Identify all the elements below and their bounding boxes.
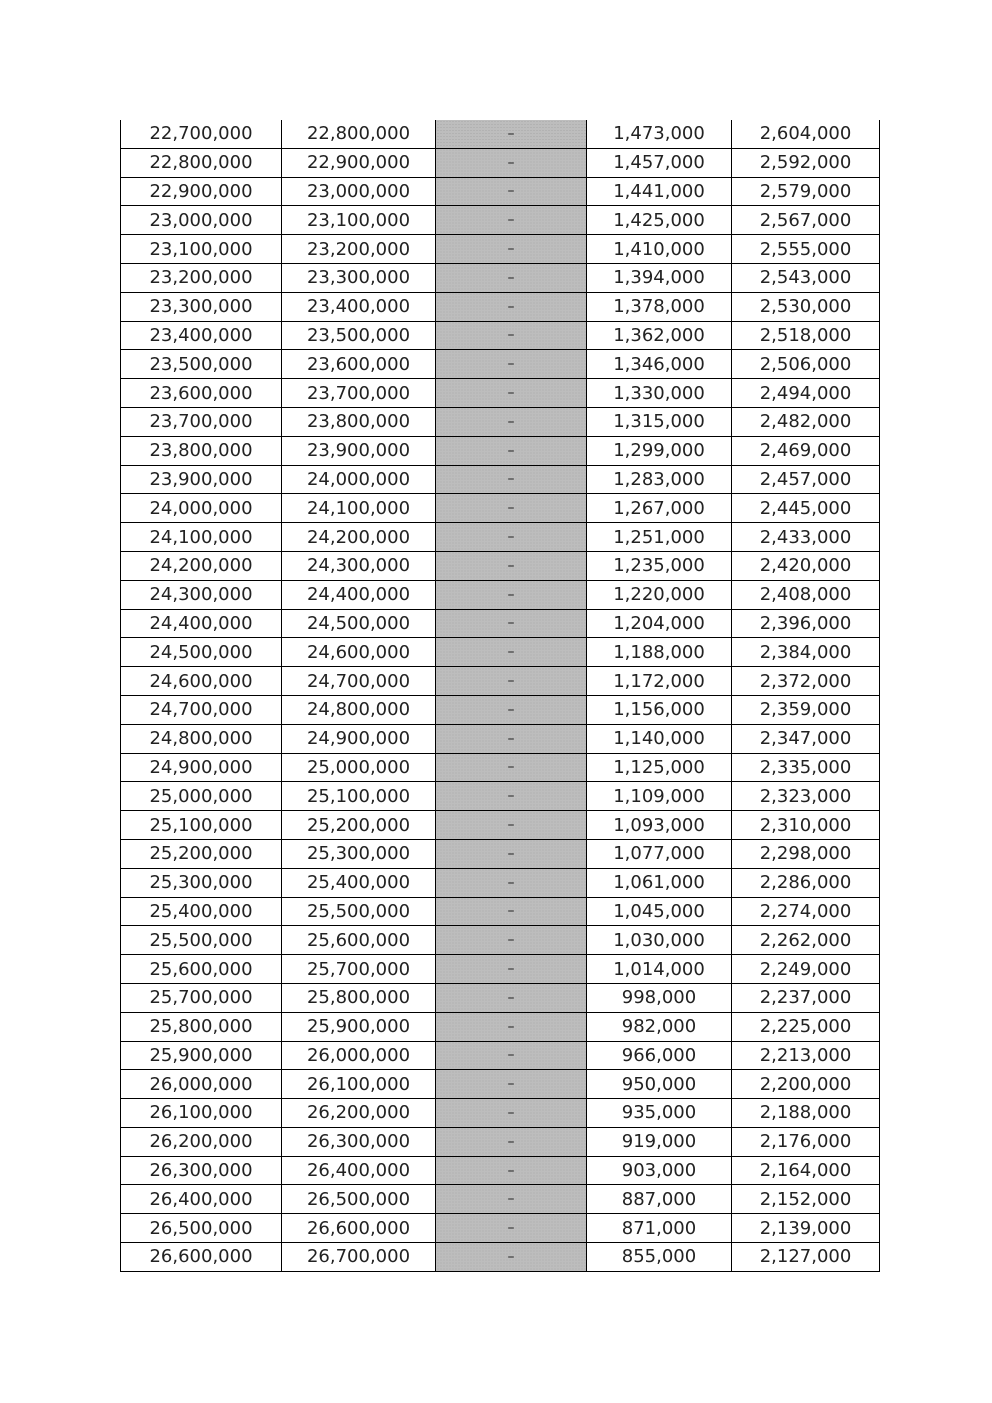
income-to-cell: 23,100,000	[282, 206, 436, 235]
shaded-dash-cell: –	[436, 292, 587, 321]
table-row	[121, 955, 880, 984]
data-table	[120, 120, 880, 1272]
income-from-cell: 22,800,000	[121, 148, 282, 177]
shaded-dash-cell: –	[436, 235, 587, 264]
amount-b-cell: 2,335,000	[732, 753, 880, 782]
table-row	[121, 1214, 880, 1243]
table-row	[121, 436, 880, 465]
amount-a-cell: 1,045,000	[587, 897, 732, 926]
amount-a-cell: 1,188,000	[587, 638, 732, 667]
shaded-dash-cell: –	[436, 1243, 587, 1272]
income-from-cell: 23,600,000	[121, 379, 282, 408]
shaded-dash-cell: –	[436, 667, 587, 696]
amount-a-cell: 1,283,000	[587, 465, 732, 494]
amount-a-cell: 998,000	[587, 983, 732, 1012]
income-to-cell: 24,400,000	[282, 580, 436, 609]
amount-b-cell: 2,372,000	[732, 667, 880, 696]
amount-a-cell: 1,410,000	[587, 235, 732, 264]
income-from-cell: 25,100,000	[121, 811, 282, 840]
amount-a-cell: 1,220,000	[587, 580, 732, 609]
shaded-dash-cell: –	[436, 1070, 587, 1099]
amount-b-cell: 2,579,000	[732, 177, 880, 206]
income-to-cell: 24,500,000	[282, 609, 436, 638]
amount-a-cell: 871,000	[587, 1214, 732, 1243]
shaded-dash-cell: –	[436, 638, 587, 667]
amount-a-cell: 1,267,000	[587, 494, 732, 523]
shaded-dash-cell: –	[436, 782, 587, 811]
amount-a-cell: 1,473,000	[587, 120, 732, 148]
income-to-cell: 23,900,000	[282, 436, 436, 465]
income-to-cell: 24,600,000	[282, 638, 436, 667]
amount-b-cell: 2,164,000	[732, 1156, 880, 1185]
table-row	[121, 321, 880, 350]
shaded-dash-cell: –	[436, 379, 587, 408]
income-to-cell: 25,100,000	[282, 782, 436, 811]
shaded-dash-cell: –	[436, 926, 587, 955]
amount-b-cell: 2,359,000	[732, 695, 880, 724]
shaded-dash-cell: –	[436, 955, 587, 984]
amount-a-cell: 1,077,000	[587, 839, 732, 868]
income-to-cell: 24,000,000	[282, 465, 436, 494]
shaded-dash-cell: –	[436, 436, 587, 465]
amount-b-cell: 2,433,000	[732, 523, 880, 552]
shaded-dash-cell: –	[436, 724, 587, 753]
table-row	[121, 1127, 880, 1156]
table-row	[121, 782, 880, 811]
amount-a-cell: 1,125,000	[587, 753, 732, 782]
income-from-cell: 26,400,000	[121, 1185, 282, 1214]
income-to-cell: 22,900,000	[282, 148, 436, 177]
income-to-cell: 26,100,000	[282, 1070, 436, 1099]
income-to-cell: 25,200,000	[282, 811, 436, 840]
income-from-cell: 23,400,000	[121, 321, 282, 350]
amount-b-cell: 2,237,000	[732, 983, 880, 1012]
table-row	[121, 148, 880, 177]
income-to-cell: 24,300,000	[282, 551, 436, 580]
amount-b-cell: 2,469,000	[732, 436, 880, 465]
income-to-cell: 25,600,000	[282, 926, 436, 955]
table-row	[121, 1099, 880, 1128]
income-from-cell: 24,300,000	[121, 580, 282, 609]
amount-b-cell: 2,506,000	[732, 350, 880, 379]
amount-b-cell: 2,347,000	[732, 724, 880, 753]
table-row	[121, 638, 880, 667]
amount-a-cell: 982,000	[587, 1012, 732, 1041]
table-row	[121, 811, 880, 840]
income-to-cell: 23,000,000	[282, 177, 436, 206]
income-to-cell: 24,800,000	[282, 695, 436, 724]
income-from-cell: 24,000,000	[121, 494, 282, 523]
amount-b-cell: 2,323,000	[732, 782, 880, 811]
shaded-dash-cell: –	[436, 1099, 587, 1128]
income-from-cell: 24,700,000	[121, 695, 282, 724]
income-from-cell: 24,400,000	[121, 609, 282, 638]
amount-a-cell: 1,251,000	[587, 523, 732, 552]
income-from-cell: 25,200,000	[121, 839, 282, 868]
table-row	[121, 868, 880, 897]
table-row	[121, 120, 880, 148]
table-row	[121, 494, 880, 523]
shaded-dash-cell: –	[436, 407, 587, 436]
shaded-dash-cell: –	[436, 523, 587, 552]
shaded-dash-cell: –	[436, 1041, 587, 1070]
shaded-dash-cell: –	[436, 551, 587, 580]
income-to-cell: 23,200,000	[282, 235, 436, 264]
amount-b-cell: 2,213,000	[732, 1041, 880, 1070]
amount-a-cell: 1,299,000	[587, 436, 732, 465]
income-from-cell: 25,400,000	[121, 897, 282, 926]
table-row	[121, 465, 880, 494]
income-from-cell: 25,600,000	[121, 955, 282, 984]
income-to-cell: 26,500,000	[282, 1185, 436, 1214]
income-from-cell: 25,500,000	[121, 926, 282, 955]
table-row	[121, 177, 880, 206]
income-to-cell: 23,300,000	[282, 263, 436, 292]
amount-a-cell: 1,172,000	[587, 667, 732, 696]
income-to-cell: 25,300,000	[282, 839, 436, 868]
amount-b-cell: 2,530,000	[732, 292, 880, 321]
table-row	[121, 551, 880, 580]
table-row	[121, 235, 880, 264]
table-row	[121, 897, 880, 926]
amount-b-cell: 2,543,000	[732, 263, 880, 292]
income-to-cell: 22,800,000	[282, 120, 436, 148]
amount-b-cell: 2,188,000	[732, 1099, 880, 1128]
shaded-dash-cell: –	[436, 120, 587, 148]
amount-b-cell: 2,152,000	[732, 1185, 880, 1214]
income-from-cell: 26,100,000	[121, 1099, 282, 1128]
income-from-cell: 25,800,000	[121, 1012, 282, 1041]
table-row	[121, 1156, 880, 1185]
income-to-cell: 26,700,000	[282, 1243, 436, 1272]
income-from-cell: 26,200,000	[121, 1127, 282, 1156]
income-from-cell: 26,300,000	[121, 1156, 282, 1185]
amount-a-cell: 1,457,000	[587, 148, 732, 177]
table-row	[121, 580, 880, 609]
shaded-dash-cell: –	[436, 494, 587, 523]
shaded-dash-cell: –	[436, 206, 587, 235]
amount-b-cell: 2,555,000	[732, 235, 880, 264]
amount-a-cell: 1,235,000	[587, 551, 732, 580]
shaded-dash-cell: –	[436, 1214, 587, 1243]
income-to-cell: 26,400,000	[282, 1156, 436, 1185]
income-to-cell: 24,900,000	[282, 724, 436, 753]
amount-a-cell: 919,000	[587, 1127, 732, 1156]
income-to-cell: 26,600,000	[282, 1214, 436, 1243]
shaded-dash-cell: –	[436, 350, 587, 379]
shaded-dash-cell: –	[436, 839, 587, 868]
table-row	[121, 350, 880, 379]
amount-b-cell: 2,518,000	[732, 321, 880, 350]
table-row	[121, 609, 880, 638]
amount-a-cell: 966,000	[587, 1041, 732, 1070]
income-from-cell: 25,900,000	[121, 1041, 282, 1070]
amount-b-cell: 2,384,000	[732, 638, 880, 667]
income-from-cell: 23,900,000	[121, 465, 282, 494]
income-to-cell: 23,800,000	[282, 407, 436, 436]
amount-a-cell: 1,346,000	[587, 350, 732, 379]
table-row	[121, 1243, 880, 1272]
amount-a-cell: 903,000	[587, 1156, 732, 1185]
shaded-dash-cell: –	[436, 695, 587, 724]
amount-b-cell: 2,408,000	[732, 580, 880, 609]
amount-b-cell: 2,262,000	[732, 926, 880, 955]
income-from-cell: 24,100,000	[121, 523, 282, 552]
income-from-cell: 26,500,000	[121, 1214, 282, 1243]
shaded-dash-cell: –	[436, 263, 587, 292]
shaded-dash-cell: –	[436, 868, 587, 897]
amount-b-cell: 2,176,000	[732, 1127, 880, 1156]
table-row	[121, 263, 880, 292]
income-to-cell: 25,400,000	[282, 868, 436, 897]
income-from-cell: 25,000,000	[121, 782, 282, 811]
amount-b-cell: 2,396,000	[732, 609, 880, 638]
shaded-dash-cell: –	[436, 177, 587, 206]
income-from-cell: 22,700,000	[121, 120, 282, 148]
table-row	[121, 695, 880, 724]
income-from-cell: 23,200,000	[121, 263, 282, 292]
income-from-cell: 23,100,000	[121, 235, 282, 264]
table-row	[121, 839, 880, 868]
shaded-dash-cell: –	[436, 811, 587, 840]
amount-b-cell: 2,274,000	[732, 897, 880, 926]
amount-a-cell: 1,140,000	[587, 724, 732, 753]
table-body	[121, 120, 880, 1271]
shaded-dash-cell: –	[436, 1127, 587, 1156]
table-row	[121, 926, 880, 955]
amount-a-cell: 1,061,000	[587, 868, 732, 897]
table-row	[121, 206, 880, 235]
income-from-cell: 24,200,000	[121, 551, 282, 580]
amount-b-cell: 2,445,000	[732, 494, 880, 523]
amount-b-cell: 2,249,000	[732, 955, 880, 984]
amount-b-cell: 2,592,000	[732, 148, 880, 177]
shaded-dash-cell: –	[436, 983, 587, 1012]
shaded-dash-cell: –	[436, 1156, 587, 1185]
income-from-cell: 24,900,000	[121, 753, 282, 782]
amount-b-cell: 2,494,000	[732, 379, 880, 408]
amount-b-cell: 2,286,000	[732, 868, 880, 897]
amount-a-cell: 1,109,000	[587, 782, 732, 811]
income-from-cell: 25,700,000	[121, 983, 282, 1012]
amount-a-cell: 887,000	[587, 1185, 732, 1214]
shaded-dash-cell: –	[436, 897, 587, 926]
table-row	[121, 1070, 880, 1099]
amount-a-cell: 1,156,000	[587, 695, 732, 724]
amount-a-cell: 1,362,000	[587, 321, 732, 350]
table-row	[121, 724, 880, 753]
income-from-cell: 23,300,000	[121, 292, 282, 321]
table-row	[121, 379, 880, 408]
shaded-dash-cell: –	[436, 465, 587, 494]
amount-a-cell: 1,425,000	[587, 206, 732, 235]
shaded-dash-cell: –	[436, 580, 587, 609]
amount-a-cell: 1,093,000	[587, 811, 732, 840]
amount-b-cell: 2,225,000	[732, 1012, 880, 1041]
income-to-cell: 24,200,000	[282, 523, 436, 552]
table-row	[121, 1041, 880, 1070]
income-to-cell: 23,400,000	[282, 292, 436, 321]
income-to-cell: 26,000,000	[282, 1041, 436, 1070]
income-from-cell: 23,800,000	[121, 436, 282, 465]
income-from-cell: 23,000,000	[121, 206, 282, 235]
amount-b-cell: 2,310,000	[732, 811, 880, 840]
amount-a-cell: 950,000	[587, 1070, 732, 1099]
income-to-cell: 23,500,000	[282, 321, 436, 350]
income-from-cell: 23,500,000	[121, 350, 282, 379]
income-to-cell: 24,100,000	[282, 494, 436, 523]
amount-a-cell: 935,000	[587, 1099, 732, 1128]
amount-a-cell: 855,000	[587, 1243, 732, 1272]
amount-b-cell: 2,482,000	[732, 407, 880, 436]
amount-b-cell: 2,420,000	[732, 551, 880, 580]
table-row	[121, 407, 880, 436]
amount-b-cell: 2,127,000	[732, 1243, 880, 1272]
table-row	[121, 667, 880, 696]
shaded-dash-cell: –	[436, 1012, 587, 1041]
income-to-cell: 25,000,000	[282, 753, 436, 782]
income-to-cell: 24,700,000	[282, 667, 436, 696]
amount-b-cell: 2,298,000	[732, 839, 880, 868]
table-row	[121, 523, 880, 552]
amount-b-cell: 2,457,000	[732, 465, 880, 494]
income-from-cell: 23,700,000	[121, 407, 282, 436]
income-from-cell: 26,000,000	[121, 1070, 282, 1099]
income-from-cell: 24,500,000	[121, 638, 282, 667]
income-to-cell: 25,800,000	[282, 983, 436, 1012]
amount-a-cell: 1,441,000	[587, 177, 732, 206]
income-from-cell: 24,800,000	[121, 724, 282, 753]
shaded-dash-cell: –	[436, 321, 587, 350]
income-to-cell: 26,200,000	[282, 1099, 436, 1128]
shaded-dash-cell: –	[436, 753, 587, 782]
table-row	[121, 1185, 880, 1214]
income-to-cell: 25,500,000	[282, 897, 436, 926]
income-to-cell: 25,900,000	[282, 1012, 436, 1041]
amount-b-cell: 2,200,000	[732, 1070, 880, 1099]
shaded-dash-cell: –	[436, 609, 587, 638]
income-from-cell: 22,900,000	[121, 177, 282, 206]
table-row	[121, 753, 880, 782]
table-row	[121, 292, 880, 321]
amount-b-cell: 2,139,000	[732, 1214, 880, 1243]
income-from-cell: 25,300,000	[121, 868, 282, 897]
amount-a-cell: 1,315,000	[587, 407, 732, 436]
amount-a-cell: 1,030,000	[587, 926, 732, 955]
table-row	[121, 1012, 880, 1041]
income-from-cell: 24,600,000	[121, 667, 282, 696]
amount-a-cell: 1,014,000	[587, 955, 732, 984]
income-to-cell: 25,700,000	[282, 955, 436, 984]
amount-a-cell: 1,204,000	[587, 609, 732, 638]
income-to-cell: 23,600,000	[282, 350, 436, 379]
amount-a-cell: 1,330,000	[587, 379, 732, 408]
shaded-dash-cell: –	[436, 1185, 587, 1214]
amount-b-cell: 2,567,000	[732, 206, 880, 235]
table-row	[121, 983, 880, 1012]
amount-a-cell: 1,378,000	[587, 292, 732, 321]
amount-a-cell: 1,394,000	[587, 263, 732, 292]
shaded-dash-cell: –	[436, 148, 587, 177]
income-from-cell: 26,600,000	[121, 1243, 282, 1272]
income-to-cell: 23,700,000	[282, 379, 436, 408]
amount-b-cell: 2,604,000	[732, 120, 880, 148]
income-to-cell: 26,300,000	[282, 1127, 436, 1156]
